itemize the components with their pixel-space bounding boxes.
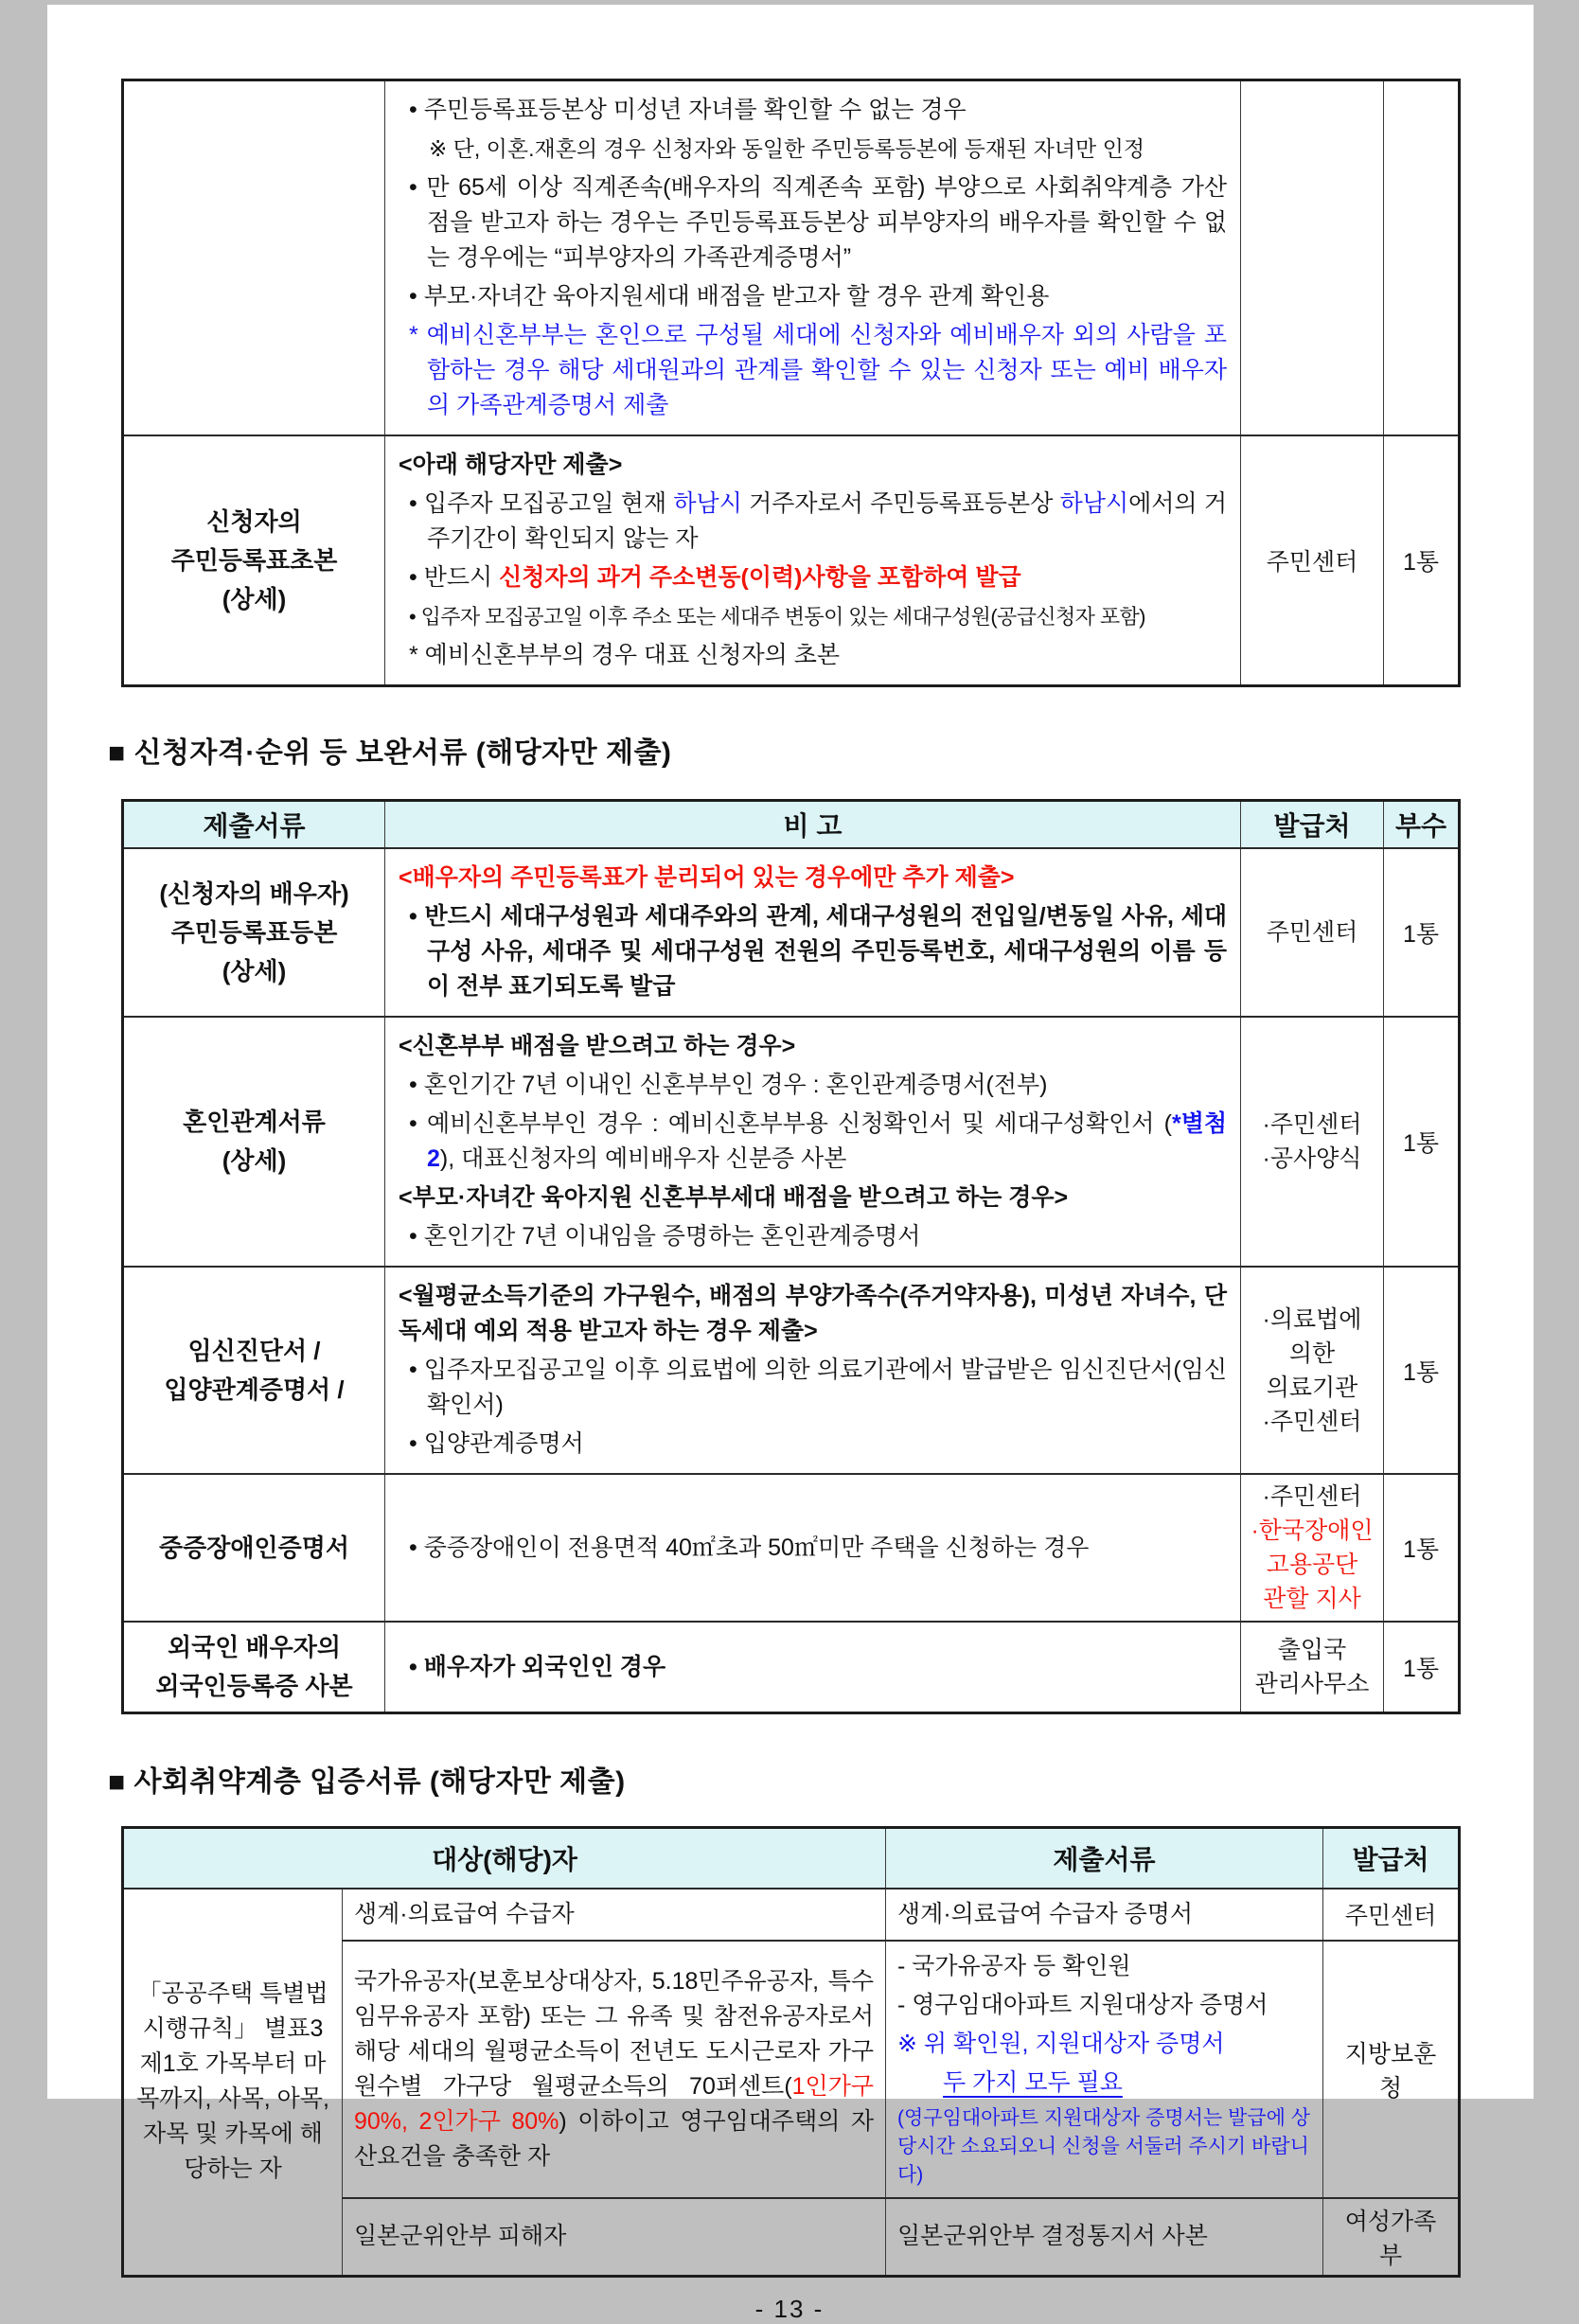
- text-line: [1243, 1406, 1381, 1438]
- text-line: [399, 93, 1227, 128]
- text-line: [128, 954, 381, 989]
- text-segment: ※ 위 확인원, 지원대상자 증명서: [897, 2030, 1225, 2057]
- table-row: [123, 1267, 1460, 1474]
- text-line: [399, 1650, 1227, 1685]
- text-segment: ·의료법에: [1262, 1305, 1362, 1333]
- remark-cell: [385, 1017, 1241, 1267]
- text-segment: • 입주자 모집공고일 이후 주소 또는 세대주 변동이 있는 세대구성원(공급신청자 포함): [409, 605, 1145, 629]
- text-line: [399, 1029, 1227, 1064]
- issuer-cell: 여성가족부: [1323, 2198, 1460, 2277]
- text-line: [354, 2219, 874, 2254]
- copies-cell: [1384, 80, 1460, 436]
- text-line: [399, 1279, 1227, 1349]
- issuer-cell: [1241, 80, 1384, 436]
- remark-cell: [385, 848, 1241, 1017]
- text-segment: <배우자의 주민등록표가 분리되어 있는 경우에만 추가 제출>: [399, 864, 1015, 891]
- copies-cell: 1통: [1384, 1017, 1460, 1267]
- text-segment: 고용공단: [1266, 1552, 1358, 1578]
- text-segment: 국가유공자(보훈보상대상자, 5.18민주유공자, 특수임무유공자 포함) 또는 그 유족 및 참전유공자로서 해당 세대의 월평균소득이 전년도 도시근로자 가구원수별 가구당 월평균소득의 70퍼센트(: [354, 1967, 875, 2100]
- text-segment: 거주자로서 주민등록표등본상: [741, 490, 1060, 517]
- text-line: [1243, 916, 1381, 949]
- issuer-cell: [1241, 848, 1384, 1017]
- header-issuer-cell: 발급처: [1241, 801, 1384, 849]
- text-line: [897, 2027, 1311, 2062]
- text-segment: (상세): [222, 956, 287, 985]
- text-segment: 외국인등록증 사본: [155, 1672, 353, 1700]
- header-target-cell: 대상(해당)자: [123, 1828, 886, 1889]
- text-line: [399, 899, 1227, 1004]
- issuer-cell: 지방보훈청: [1323, 1941, 1460, 2198]
- copies-cell: 1통: [1384, 848, 1460, 1017]
- table-row: [123, 1889, 1460, 1941]
- text-segment: 주민등록표초본: [170, 545, 338, 575]
- text-segment: 에서의 거주기간이 확인되지 않는 자: [427, 490, 1227, 552]
- text-line: [1243, 1372, 1381, 1404]
- doc-name-cell: [123, 435, 385, 686]
- text-segment: 임신진단서 /: [187, 1336, 321, 1365]
- text-segment: <신혼부부 배점을 받으려고 하는 경우>: [399, 1033, 796, 1059]
- text-line: [128, 1373, 381, 1408]
- text-line: [354, 1897, 874, 1932]
- table-header-row: [123, 1828, 1460, 1889]
- text-segment: • 반드시: [409, 564, 500, 591]
- text-line: [399, 860, 1227, 896]
- text-line: [128, 1144, 381, 1179]
- text-segment: ·주민센터: [1262, 1483, 1362, 1510]
- text-segment: • 혼인기간 7년 이내임을 증명하는 혼인관계증명서: [409, 1223, 921, 1250]
- text-line: [1243, 1304, 1381, 1336]
- header-doc-cell: 제출서류: [886, 1828, 1323, 1889]
- text-segment: 주민등록표등본: [170, 917, 338, 947]
- remark-cell: [385, 80, 1241, 436]
- text-line: [399, 560, 1227, 595]
- text-segment: 일본군위안부 결정통지서 사본: [897, 2223, 1208, 2249]
- table-header-row: [123, 801, 1460, 849]
- doc-name-cell: [123, 1267, 385, 1474]
- document-page: [47, 5, 1534, 2323]
- text-line: [399, 1068, 1227, 1103]
- table-row: [123, 435, 1460, 686]
- text-segment: • 혼인기간 7년 이내인 신혼부부인 경우 : 혼인관계증명서(전부): [409, 1072, 1048, 1098]
- text-segment: 하남시: [1059, 490, 1129, 517]
- text-segment: 생계·의료급여 수급자 증명서: [897, 1900, 1194, 1927]
- target-cell: [343, 2198, 886, 2277]
- text-segment: 중증장애인증명서: [159, 1533, 349, 1562]
- text-segment: (영구임대아파트 지원대상자 증명서는 발급에 상당시간 소요되오니 신청을 서둘러 주시기 바랍니다): [897, 2106, 1311, 2186]
- text-segment: (신청자의 배우자): [159, 878, 349, 908]
- text-line: [399, 487, 1227, 557]
- table-row: [123, 1017, 1460, 1267]
- text-segment: • 부모·자녀간 육아지원세대 배점을 받고자 할 경우 관계 확인용: [409, 283, 1050, 310]
- header-remark-cell: 비 고: [385, 801, 1241, 849]
- text-segment: <부모·자녀간 육아지원 신혼부부세대 배점을 받으려고 하는 경우>: [399, 1184, 1069, 1211]
- text-segment: * 예비신혼부부는 혼인으로 구성될 세대에 신청자와 예비배우자 외의 사람을 포함하는 경우 해당 세대원과의 관계를 확인할 수 있는 신청자 또는 예비 배우자의 가족관계증명서 제출: [409, 322, 1227, 418]
- text-line: [399, 1219, 1227, 1254]
- text-segment: - 국가유공자 등 확인원: [897, 1952, 1131, 1979]
- text-segment: 외국인 배우자의: [167, 1633, 342, 1661]
- text-segment: • 중증장애인이 전용면적 40㎡초과 50㎡미만 주택을 신청하는 경우: [409, 1534, 1090, 1561]
- text-segment: ※ 단, 이혼.재혼의 경우 신청자와 동일한 주민등록등본에 등재된 자녀만 인정: [429, 136, 1145, 161]
- text-line: [399, 1107, 1227, 1177]
- text-line: [132, 1977, 334, 2187]
- text-segment: 관리사무소: [1254, 1671, 1370, 1697]
- issuer-cell: 주민센터: [1241, 435, 1384, 686]
- text-segment: • 주민등록표등본상 미성년 자녀를 확인할 수 없는 경우: [409, 97, 967, 123]
- text-segment: 일본군위안부 피해자: [354, 2223, 567, 2249]
- text-line: [399, 318, 1227, 423]
- text-segment: 생계·의료급여 수급자: [354, 1900, 575, 1927]
- text-segment: ·공사양식: [1262, 1145, 1362, 1172]
- text-line: [897, 1949, 1311, 1984]
- doc-name-cell: [123, 848, 385, 1017]
- text-line: [399, 1531, 1227, 1566]
- table-row: [123, 848, 1460, 1017]
- text-line: [1243, 1481, 1381, 1513]
- resident-register-table: [121, 79, 1461, 687]
- header-issuer-cell: 발급처: [1323, 1828, 1460, 1889]
- supplementary-documents-table: [121, 799, 1461, 1714]
- copies-cell: 1통: [1384, 435, 1460, 686]
- vulnerable-class-documents-table: [121, 1826, 1461, 2278]
- doc-name-cell: [123, 1622, 385, 1713]
- text-line: [399, 599, 1227, 634]
- text-segment: • 예비신혼부부인 경우 : 예비신혼부부용 신청확인서 및 세대구성확인서 (: [409, 1110, 1172, 1137]
- text-line: [1243, 1109, 1381, 1141]
- text-line: [399, 1353, 1227, 1423]
- text-line: [399, 1427, 1227, 1462]
- text-line: [399, 1180, 1227, 1215]
- text-line: [399, 638, 1227, 673]
- text-line: [1243, 1338, 1381, 1370]
- page-number: - 13 -: [754, 2294, 825, 2323]
- text-segment: 신청자의 과거 주소변동(이력)사항을 포함하여 발급: [499, 564, 1021, 591]
- text-line: [897, 1897, 1311, 1932]
- text-segment: 하남시: [673, 490, 742, 517]
- text-segment: • 입주자모집공고일 이후 의료법에 의한 의료기관에서 발급받은 임신진단서(임신확인서): [409, 1357, 1227, 1418]
- text-segment: 출입국: [1277, 1637, 1347, 1663]
- doc-name-cell: [123, 1017, 385, 1267]
- text-line: [128, 915, 381, 950]
- text-segment: ) 이하이고 영구임대주택의 자산요건을 충족한 자: [354, 2107, 875, 2170]
- header-copies-cell: 부수: [1384, 801, 1460, 849]
- doc-cell: [886, 1941, 1323, 2198]
- section-title-vulnerable: ■ 사회취약계층 입증서류 (해당자만 제출): [108, 1766, 626, 1798]
- text-segment: (상세): [222, 584, 287, 613]
- text-segment: 의료기관: [1266, 1374, 1358, 1401]
- text-segment: *별첨 2: [427, 1110, 1227, 1172]
- text-line: [128, 1531, 381, 1566]
- text-segment: ·한국장애인: [1251, 1517, 1374, 1544]
- text-segment: <월평균소득기준의 가구원수, 배점의 부양가족수(주거약자용), 미성년 자녀수, 단독세대 예외 적용 받고자 하는 경우 제출>: [399, 1283, 1227, 1344]
- remark-cell: [385, 1622, 1241, 1713]
- text-segment: <아래 해당자만 제출>: [399, 452, 623, 478]
- text-line: [128, 1334, 381, 1369]
- text-line: [128, 582, 381, 617]
- text-line: [897, 1988, 1311, 2023]
- text-line: [1243, 1583, 1381, 1615]
- text-segment: • 반드시 세대구성원과 세대주와의 관계, 세대구성원의 전입일/변동일 사유, 세대구성 사유, 세대주 및 세대구성원 전원의 주민등록번호, 세대구성원의 이름 등이 전부 표기되도록 발급: [409, 903, 1227, 1000]
- text-segment: 「공공주택 특별법 시행규칙」 별표3 제1호 가목부터 마목까지, 사목, 아목, 자목 및 카목에 해당하는 자: [136, 1980, 329, 2182]
- text-line: [897, 2104, 1311, 2190]
- section-title-supplementary: ■ 신청자격·순위 등 보완서류 (해당자만 제출): [108, 737, 672, 769]
- text-segment: (상세): [222, 1146, 287, 1175]
- text-segment: • 배우자가 외국인인 경우: [409, 1653, 666, 1680]
- document-content: [108, 5, 1458, 2324]
- text-line: [1243, 1549, 1381, 1581]
- text-segment: 입양관계증명서 /: [164, 1375, 345, 1404]
- text-segment: • 입주자 모집공고일 현재: [409, 490, 674, 517]
- text-line: [897, 2219, 1311, 2254]
- remark-cell: [385, 1474, 1241, 1622]
- text-segment: 의한: [1288, 1339, 1336, 1367]
- doc-cell: [886, 2198, 1323, 2277]
- text-segment: 주민센터: [1266, 919, 1358, 946]
- issuer-cell: [1241, 1017, 1384, 1267]
- text-line: [128, 543, 381, 578]
- law-category-cell: [123, 1889, 343, 2277]
- table-row: [123, 1474, 1460, 1622]
- text-line: [1243, 1634, 1381, 1666]
- text-line: [128, 1105, 381, 1140]
- issuer-cell: [1241, 1622, 1384, 1713]
- issuer-cell: [1241, 1267, 1384, 1474]
- text-segment: 혼인관계서류: [183, 1108, 326, 1136]
- text-line: [128, 505, 381, 540]
- doc-name-cell: [123, 1474, 385, 1622]
- text-segment: 관할 지사: [1263, 1586, 1361, 1612]
- text-line: [399, 279, 1227, 314]
- text-segment: ), 대표신청자의 예비배우자 신분증 사본: [439, 1145, 847, 1172]
- text-line: [1243, 1515, 1381, 1547]
- remark-cell: [385, 1267, 1241, 1474]
- text-segment: ·주민센터: [1262, 1111, 1362, 1138]
- target-cell: [343, 1889, 886, 1941]
- text-line: [1243, 1143, 1381, 1175]
- table-row: [123, 80, 1460, 436]
- doc-cell: [886, 1889, 1323, 1941]
- text-segment: 1인가구 90%, 2인가구 80%: [354, 2072, 875, 2135]
- text-segment: - 영구임대아파트 지원대상자 증명서: [897, 1991, 1269, 2018]
- text-line: [1243, 1668, 1381, 1700]
- text-line: [897, 2066, 1311, 2101]
- issuer-cell: [1241, 1474, 1384, 1622]
- text-segment: 신청자의: [206, 506, 302, 536]
- text-segment: 두 가지 모두 필요: [943, 2068, 1123, 2096]
- target-cell: [343, 1941, 886, 2198]
- table-row: [123, 1622, 1460, 1713]
- copies-cell: 1통: [1384, 1474, 1460, 1622]
- header-doc-cell: 제출서류: [123, 801, 385, 849]
- copies-cell: 1통: [1384, 1622, 1460, 1713]
- copies-cell: 1통: [1384, 1267, 1460, 1474]
- text-line: [128, 1630, 381, 1665]
- text-line: [399, 448, 1227, 483]
- issuer-cell: 주민센터: [1323, 1889, 1460, 1941]
- text-line: [128, 1669, 381, 1704]
- text-line: [399, 170, 1227, 275]
- text-segment: ·주민센터: [1262, 1408, 1362, 1435]
- text-segment: * 예비신혼부부의 경우 대표 신청자의 초본: [409, 642, 841, 668]
- doc-name-cell: [123, 80, 385, 436]
- text-line: [354, 1964, 874, 2174]
- text-line: [399, 132, 1227, 167]
- remark-cell: [385, 435, 1241, 686]
- text-line: [128, 877, 381, 912]
- text-segment: • 입양관계증명서: [409, 1430, 584, 1457]
- text-segment: • 만 65세 이상 직계존속(배우자의 직계존속 포함) 부양으로 사회취약계층 가산점을 받고자 하는 경우는 주민등록표등본상 피부양자의 배우자를 확인할 수 없는 경우에는 “피부양자의 가족관계증명서”: [409, 174, 1227, 271]
